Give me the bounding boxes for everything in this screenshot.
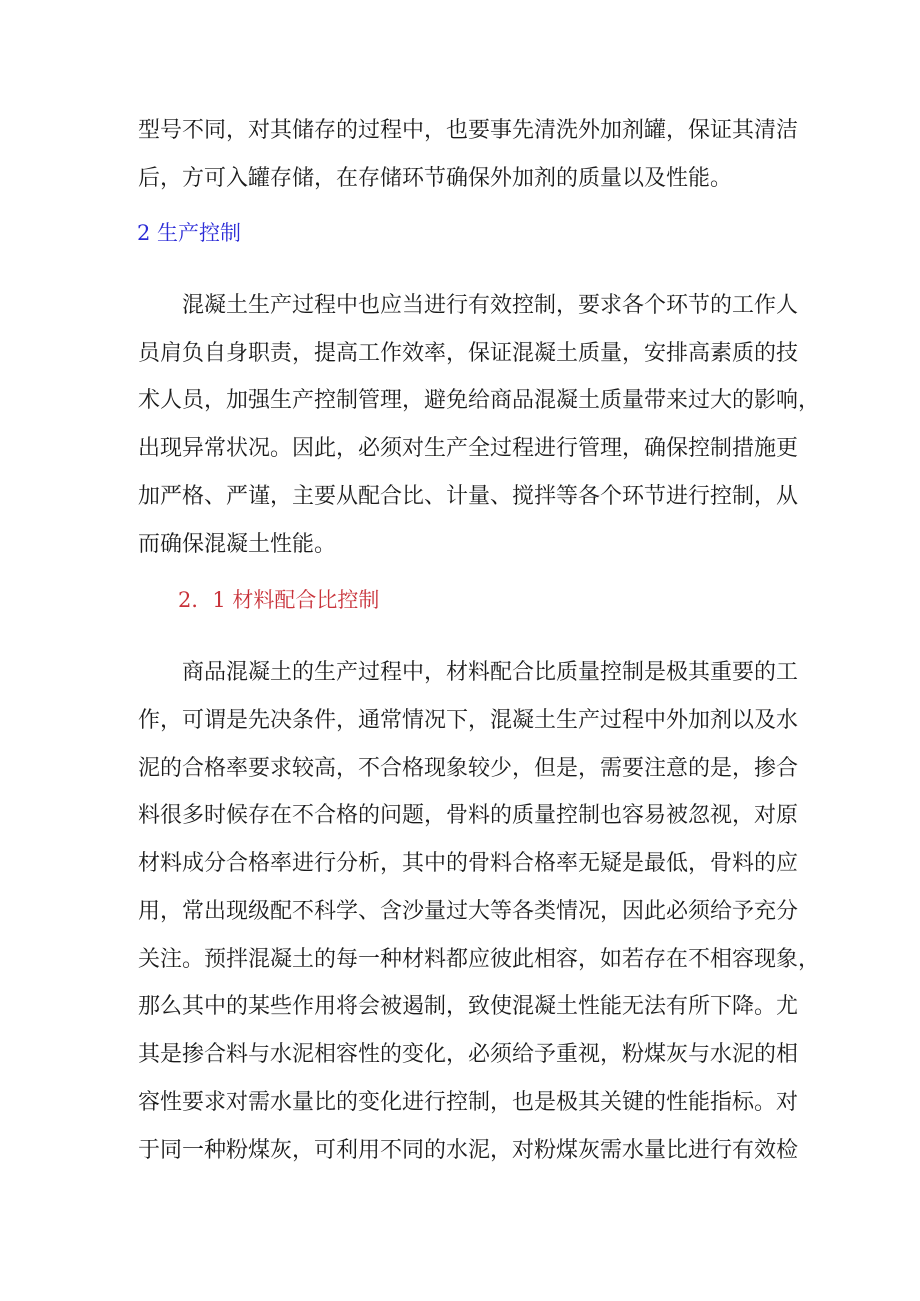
section-heading: 2 生产控制 (137, 221, 242, 245)
paragraph-line: 用，常出现级配不科学、含沙量过大等各类情况，因此必须给予充分 (138, 899, 799, 924)
paragraph-line: 术人员，加强生产控制管理，避免给商品混凝土质量带来过大的影响， (138, 388, 821, 413)
paragraph-line: 材料成分合格率进行分析，其中的骨料合格率无疑是最低，骨料的应 (138, 851, 799, 876)
paragraph-line: 混凝土生产过程中也应当进行有效控制，要求各个环节的工作人 (182, 293, 799, 318)
paragraph-line: 泥的合格率要求较高，不合格现象较少，但是，需要注意的是，掺合 (138, 756, 799, 781)
paragraph-line: 料很多时候存在不合格的问题，骨料的质量控制也容易被忽视，对原 (138, 803, 799, 828)
paragraph-line: 关注。预拌混凝土的每一种材料都应彼此相容，如若存在不相容现象， (138, 947, 821, 972)
paragraph-line: 容性要求对需水量比的变化进行控制，也是极其关键的性能指标。对 (138, 1090, 799, 1115)
paragraph-line: 后，方可入罐存储，在存储环节确保外加剂的质量以及性能。 (138, 166, 733, 191)
subsection-heading: 2．1 材料配合比控制 (178, 588, 380, 612)
paragraph-line: 而确保混凝土性能。 (138, 532, 337, 557)
paragraph-line: 型号不同，对其储存的过程中，也要事先清洗外加剂罐，保证其清洁 (138, 118, 799, 143)
paragraph-line: 商品混凝土的生产过程中，材料配合比质量控制是极其重要的工 (182, 660, 799, 685)
paragraph-line: 于同一种粉煤灰，可利用不同的水泥，对粉煤灰需水量比进行有效检 (138, 1138, 799, 1163)
paragraph-line: 加严格、严谨，主要从配合比、计量、搅拌等各个环节进行控制，从 (138, 484, 799, 509)
paragraph-line: 那么其中的某些作用将会被遏制，致使混凝土性能无法有所下降。尤 (138, 994, 799, 1019)
paragraph-line: 其是掺合料与水泥相容性的变化，必须给予重视，粉煤灰与水泥的相 (138, 1042, 799, 1067)
paragraph-line: 作，可谓是先决条件，通常情况下，混凝土生产过程中外加剂以及水 (138, 708, 799, 733)
paragraph-line: 出现异常状况。因此，必须对生产全过程进行管理，确保控制措施更 (138, 436, 799, 461)
paragraph-line: 员肩负自身职责，提高工作效率，保证混凝土质量，安排高素质的技 (138, 341, 799, 366)
